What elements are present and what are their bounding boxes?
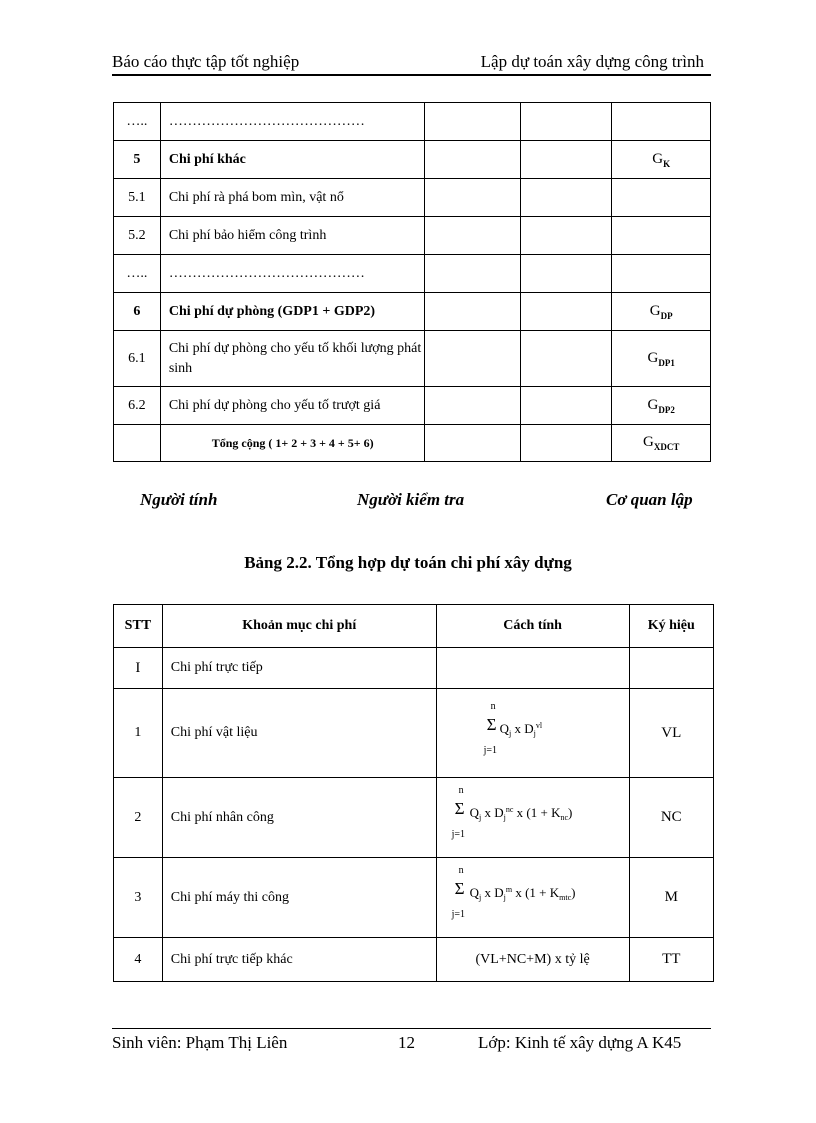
row-item: Chi phí máy thi công [162,858,436,938]
row-symbol: $G_K$ [612,141,711,179]
row-name: Chi phí dự phòng (GDP1 + GDP2) [160,293,425,331]
row-stt: 1 [114,689,163,778]
signature-calculator: Người tính [140,490,218,509]
row-item: Chi phí trực tiếp khác [162,938,436,982]
row-name: …………………………………… [160,103,425,141]
header-rule [112,74,711,76]
header-calc: Cách tính [436,605,629,648]
row-stt: 2 [114,778,163,858]
page-header [112,52,712,74]
row-stt: 5 [114,141,161,179]
row-name: Chi phí khác [160,141,425,179]
row-stt: 4 [114,938,163,982]
formula-cell [436,778,629,858]
header-left-title: Báo cáo thực tập tốt nghiệp [112,52,300,71]
row-symbol: TT [629,938,714,982]
sum-formula: n Σ $Q_j$ x $D_j^{nc}$ x $(1 + K_{nc})$ j=1 [451,785,573,840]
row-name: Chi phí dự phòng cho yếu tố trượt giá [160,387,425,425]
footer-rule [112,1028,711,1029]
row-stt: ….. [114,103,161,141]
row-symbol [612,103,711,141]
row-symbol: NC [629,778,714,858]
row-item: Chi phí vật liệu [162,689,436,778]
footer-student: Sinh viên: Phạm Thị Liên [112,1033,288,1052]
row-name: …………………………………… [160,255,425,293]
signature-agency: Cơ quan lập [606,490,693,509]
table-row [114,255,711,293]
row-stt: ….. [114,255,161,293]
table-row [114,179,711,217]
header-right-title: Lập dự toán xây dựng công trình [480,52,704,71]
total-label: Tổng cộng ( 1+ 2 + 3 + 4 + 5+ 6) [160,425,425,462]
table-caption: Bảng 2.2. Tổng hợp dự toán chi phí xây dựng [244,553,572,572]
signature-checker: Người kiểm tra [357,490,465,509]
table-header-row [114,605,714,648]
table-row [114,689,714,778]
row-stt: 3 [114,858,163,938]
row-symbol: M [629,858,714,938]
footer-class: Lớp: Kinh tế xây dựng A K45 [478,1033,682,1052]
table-row [114,217,711,255]
header-item: Khoản mục chi phí [162,605,436,648]
table-row [114,858,714,938]
row-symbol: $G_{DP2}$ [612,387,711,425]
row-symbol: VL [629,689,714,778]
formula-cell [436,858,629,938]
row-item: Chi phí trực tiếp [162,648,436,689]
row-name: Chi phí rà phá bom mìn, vật nổ [160,179,425,217]
row-stt: I [114,648,163,689]
table-row [114,778,714,858]
row-stt: 6 [114,293,161,331]
table-row [114,648,714,689]
row-stt: 6.1 [114,331,161,387]
row-stt: 5.2 [114,217,161,255]
table-row [114,938,714,982]
row-symbol: $G_{XDCT}$ [612,425,711,462]
row-item: Chi phí nhân công [162,778,436,858]
sum-formula: n Σ $Q_j$ x $D_j^{vl}$ j=1 [483,700,543,756]
table-row [114,141,711,179]
construction-cost-summary-table [113,604,714,982]
row-stt: 6.2 [114,387,161,425]
formula-cell: (VL+NC+M) x tỷ lệ [436,938,629,982]
table-row [114,293,711,331]
formula-cell [436,689,629,778]
header-symbol: Ký hiệu [629,605,714,648]
row-symbol: $G_{DP1}$ [612,331,711,387]
footer-page-number: 12 [398,1033,415,1052]
sum-formula: n Σ $Q_j$ x $D_j^m$ x $(1 + K_{mtc})$ j=1 [451,865,576,920]
header-stt: STT [114,605,163,648]
row-name: Chi phí bảo hiểm công trình [160,217,425,255]
cost-table-continued [113,102,711,462]
row-symbol: $G_{DP}$ [612,293,711,331]
table-row [114,387,711,425]
row-stt: 5.1 [114,179,161,217]
row-name: Chi phí dự phòng cho yếu tố khối lượng phát sinh [160,331,425,387]
table-row-total [114,425,711,462]
table-row [114,331,711,387]
table-row [114,103,711,141]
